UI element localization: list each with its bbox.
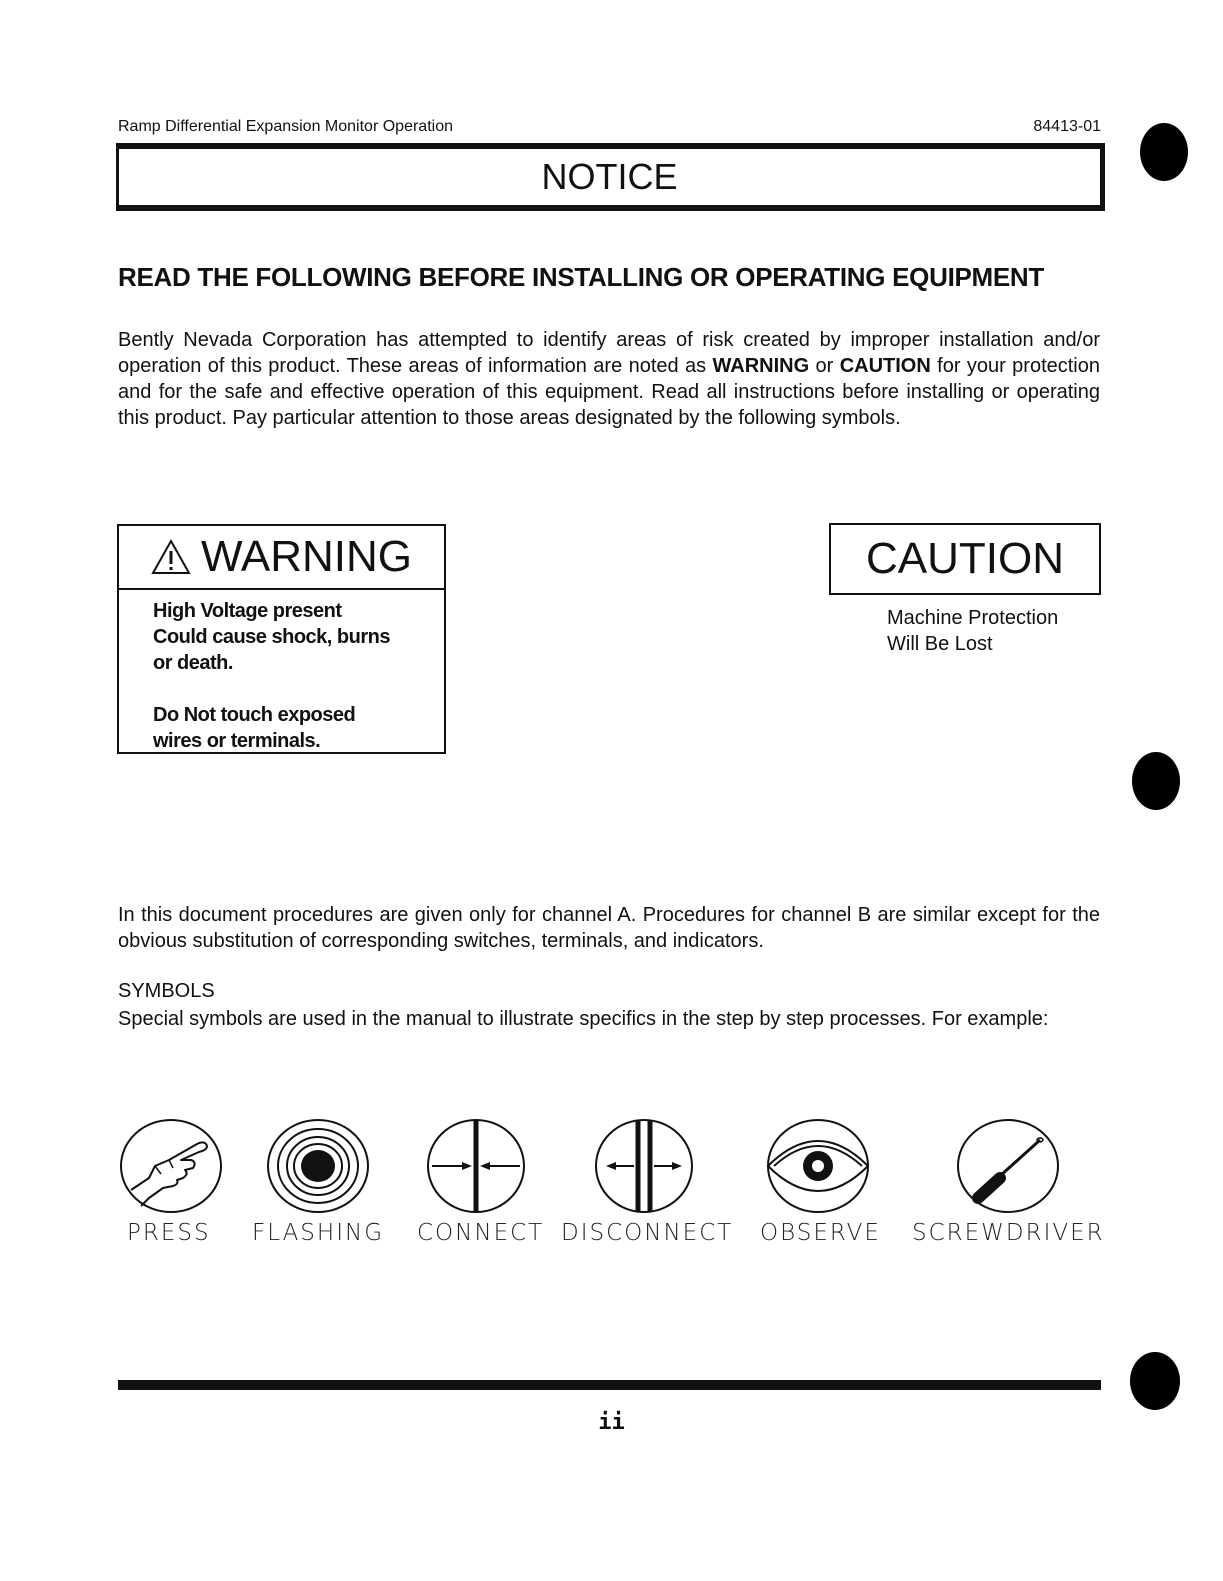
caution-title: CAUTION <box>866 534 1064 583</box>
intro-text-1: Bently Nevada Corporation has attempted to identify areas of risk created by improper installation and/or operation of this product. These areas of information are noted as <box>118 329 1100 377</box>
press-finger-icon <box>119 1118 223 1214</box>
document-number: 84413-01 <box>1033 118 1101 135</box>
intro-paragraph <box>118 327 1100 431</box>
footer-rule <box>118 1380 1101 1390</box>
symbol-label-screwdriver: SCREWDRIVER <box>912 1220 1105 1246</box>
notice-banner <box>116 143 1105 211</box>
disconnect-icon <box>594 1118 694 1214</box>
intro-caution-word: CAUTION <box>839 355 931 377</box>
caution-line: Machine Protection <box>887 607 1059 629</box>
symbol-label-flashing: FLASHING <box>252 1220 385 1246</box>
warning-line: wires or terminals. <box>153 730 321 752</box>
symbol-label-observe: OBSERVE <box>760 1220 881 1246</box>
warning-header <box>119 526 444 590</box>
intro-text-2: for your protection and for the safe and effective operation of this equipment. Read all instructions before installing or operating this product. Pay particular attention to those areas designated by the following symbols. <box>118 355 1101 429</box>
notice-title: NOTICE <box>541 156 678 197</box>
connect-icon <box>426 1118 526 1214</box>
page-number: ii <box>598 1410 625 1435</box>
intro-or: or <box>809 355 840 377</box>
symbols-description: Special symbols are used in the manual to illustrate specifics in the step by step processes. For example: <box>118 1008 1049 1030</box>
eye-icon <box>766 1118 870 1214</box>
channel-paragraph: In this document procedures are given only for channel A. Procedures for channel B are similar except for the obvious substitution of corresponding switches, terminals, and indicators. <box>118 904 1100 952</box>
symbols-heading: SYMBOLS <box>118 980 215 1002</box>
warning-box <box>117 524 446 754</box>
flashing-rings-icon <box>266 1118 370 1214</box>
symbol-label-connect: CONNECT <box>417 1220 545 1246</box>
punch-hole <box>1130 1352 1180 1410</box>
read-heading: READ THE FOLLOWING BEFORE INSTALLING OR OPERATING EQUIPMENT <box>118 262 1044 292</box>
symbol-label-disconnect: DISCONNECT <box>561 1220 734 1246</box>
warning-line: Could cause shock, burns <box>153 626 390 648</box>
intro-warning-word: WARNING <box>712 355 810 377</box>
punch-hole <box>1132 752 1180 810</box>
caution-box <box>829 523 1101 595</box>
document-title: Ramp Differential Expansion Monitor Operation <box>118 118 453 135</box>
warning-triangle-icon <box>151 539 191 575</box>
warning-body <box>153 598 438 780</box>
warning-line: or death. <box>153 652 233 674</box>
warning-line: Do Not touch exposed <box>153 704 356 726</box>
symbol-label-press: PRESS <box>127 1220 211 1246</box>
caution-text <box>887 605 1087 657</box>
screwdriver-icon <box>956 1118 1060 1214</box>
warning-line: High Voltage present <box>153 600 342 622</box>
punch-hole <box>1140 123 1188 181</box>
warning-title: WARNING <box>200 532 413 581</box>
caution-line: Will Be Lost <box>887 633 993 655</box>
